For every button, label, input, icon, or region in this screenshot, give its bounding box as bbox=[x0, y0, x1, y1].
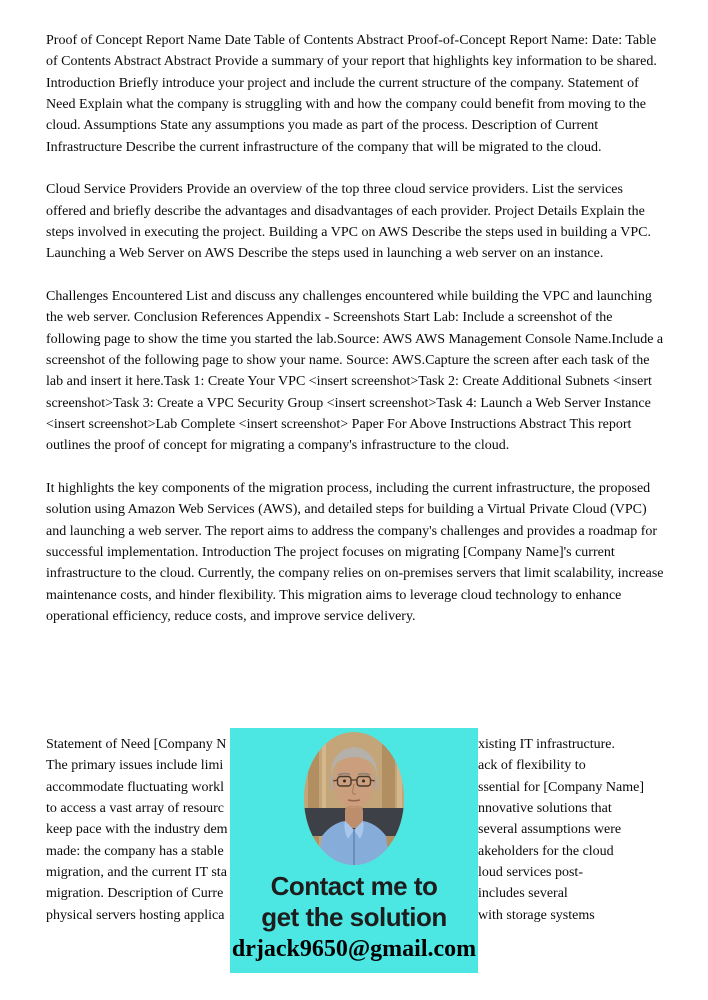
contact-heading-line2: get the solution bbox=[261, 902, 447, 932]
line-fragment-right: ssential for [Company Name] bbox=[478, 779, 645, 795]
line-fragment-right: with storage systems bbox=[478, 907, 595, 923]
line-fragment-left: physical servers hosting applica bbox=[46, 907, 225, 923]
line-fragment-right: several assumptions were bbox=[478, 822, 622, 838]
line-fragment-left: Statement of Need [Company N bbox=[46, 737, 227, 752]
paragraph-2: Cloud Service Providers Provide an overview of the top three cloud service providers. List the services offered and briefly describe the advantages and disadvantages of each provider. Project Details Explain the steps involved in executing the project. Building a VPC on AWS Describe the steps used in building a VPC. Launching a Web Server on AWS Describe the steps used in launching a web server on an instance. bbox=[46, 182, 651, 262]
line-fragment-right: loud services post- bbox=[478, 864, 583, 880]
line-fragment-right: nnovative solutions that bbox=[478, 800, 612, 816]
line-fragment-left: made: the company has a stable bbox=[46, 843, 224, 859]
line-fragment-right: ack of flexibility to bbox=[478, 758, 586, 774]
paragraph-1: Proof of Concept Report Name Date Table of Contents Abstract Proof-of-Concept Report Name: Date: Table of Contents Abstract Abstract Provide a summary of your report that highlights key information to be shared. Introduction Briefly introduce your project and include the current structure of the company. Statement of Need Explain what the company is struggling with and how the company could benefit from moving to the cloud. Assumptions State any assumptions you made as part of the process. Description of Current Infrastructure Describe the current infrastructure of the company that will be migrated to the cloud. bbox=[46, 33, 657, 155]
line-fragment-left: accommodate fluctuating workl bbox=[46, 779, 225, 795]
line-fragment-left: The primary issues include limi bbox=[46, 758, 224, 774]
paragraph-4: It highlights the key components of the migration process, including the current infrastructure, the proposed solution using Amazon Web Services (AWS), and detailed steps for building a Virtual Private Cloud (VPC) and launching a web server. The report aims to address the company's challenges and provides a roadmap for successful implementation. Introduction The project focuses on migrating [Company Name]'s current infrastructure to the cloud. Currently, the company relies on on-premises servers that limit scalability, increase maintenance costs, and hinder flexibility. This migration aims to leverage cloud technology to enhance operational efficiency, reduce costs, and improve service delivery. bbox=[46, 480, 664, 624]
paragraph-3: Challenges Encountered List and discuss any challenges encountered while building the VPC and launching the web server. Conclusion References Appendix - Screenshots Start Lab: Include a screenshot of the following page to show the time you started the lab.Source: AWS AWS Management Console Name.Include a screenshot of the following page to show your name. Source: AWS.Capture the screen after each task of the lab and insert it here.Task 1: Create Your VPC <insert screenshot>Task 2: Create Additional Subnets <insert screenshot>Task 3: Create a VPC Security Group <insert screenshot>Task 4: Launch a Web Server Instance <insert screenshot>Lab Complete <insert screenshot> Paper For Above Instructions Abstract This report outlines the proof of concept for migrating a company's infrastructure to the cloud. bbox=[46, 288, 664, 454]
line-fragment-left: to access a vast array of resourc bbox=[46, 800, 225, 816]
line-fragment-left: keep pace with the industry dem bbox=[46, 822, 228, 838]
contact-heading-line1: Contact me to bbox=[270, 871, 438, 901]
contact-email: drjack9650@gmail.com bbox=[231, 936, 477, 962]
contact-heading bbox=[261, 871, 447, 933]
line-fragment-left: migration, and the current IT sta bbox=[46, 864, 227, 880]
line-fragment-right: xisting IT infrastructure. bbox=[478, 737, 615, 752]
contact-overlay bbox=[230, 728, 478, 973]
portrait-photo bbox=[304, 732, 404, 865]
line-fragment-right: akeholders for the cloud bbox=[478, 843, 614, 859]
line-fragment-right: includes several bbox=[478, 886, 568, 902]
line-fragment-left: migration. Description of Curre bbox=[46, 886, 224, 902]
document-body bbox=[46, 30, 666, 649]
